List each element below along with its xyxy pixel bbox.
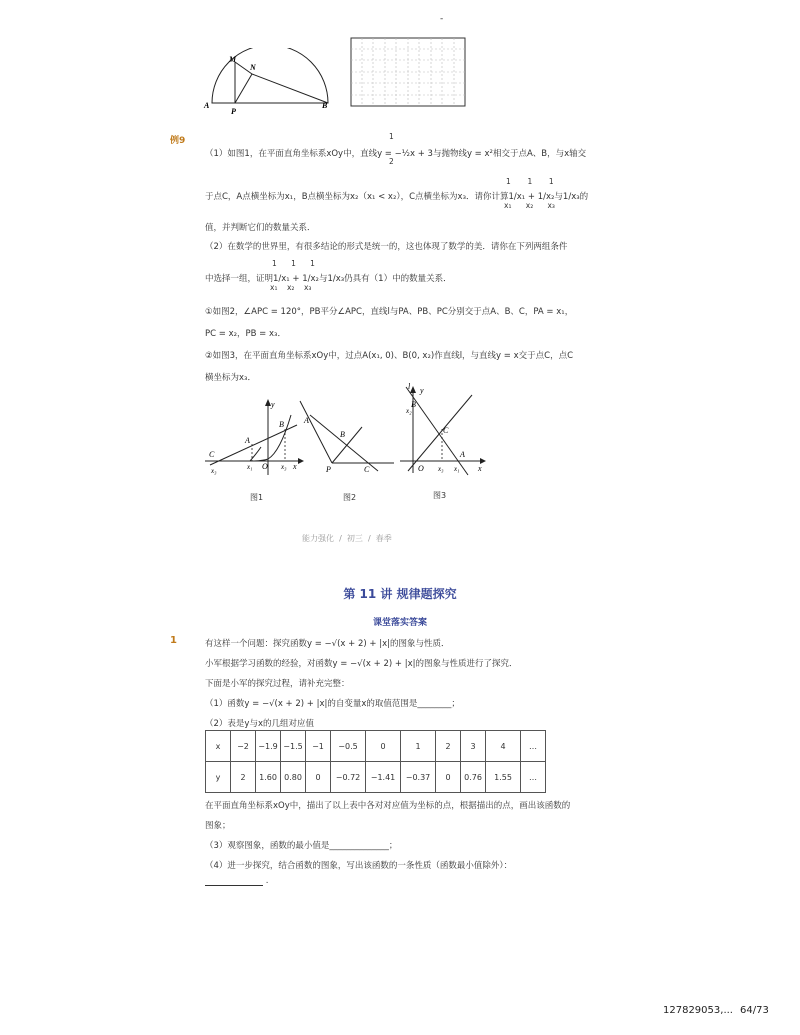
svg-text:x₃: x₃ [211,467,217,475]
frac-den: 2 [389,157,394,166]
grid-figure [350,37,468,109]
svg-text:B: B [340,430,345,439]
question-line: 在平面直角坐标系xOy中，描出了以上表中各对对应值为坐标的点，根据描出的点，画出该函数的 [205,801,571,811]
doc-id: 127829053,... [663,1005,733,1016]
svg-text:C: C [209,450,215,459]
answer-blank-line [205,876,268,886]
question-line: （1）函数y = −√(x + 2) + |x|的自变量x的取值范围是________； [205,699,460,709]
svg-text:x: x [293,462,297,471]
example-p1-line2: 于点C，A点横坐标为x₁，B点横坐标为x₂（x₁ < x₂），C点横坐标为x₃．请你计算1/x₁ + 1/x₂与1/x₃的 [205,192,589,202]
example-p2-line1: （2）在数学的世界里，有很多结论的形式是统一的，这也体现了数学的美．请你在下列两组条件 [205,242,568,252]
page-number: 64/73 [740,1005,769,1016]
table-cell: −1.9 [256,731,281,762]
end-mark: . [265,876,269,886]
svg-text:A: A [245,436,250,445]
svg-text:y: y [271,400,275,409]
table-row [206,762,546,793]
table-cell: 0.80 [281,762,306,793]
table-cell: −1 [306,731,331,762]
figure-3 [398,383,488,477]
table-cell: 2 [436,731,461,762]
svg-text:x₁: x₁ [247,463,253,471]
lesson-title: 第 11 讲 规律题探究 [343,587,457,601]
table-row [206,731,546,762]
example-opt1-line2: PC = x₂，PB = x₃． [205,329,286,339]
footer-nav-separator: / [367,534,371,543]
table-cell: −0.72 [331,762,366,793]
svg-text:x₂: x₂ [406,407,412,415]
figure-1-caption: 图1 [250,493,264,502]
figure-3-caption: 图3 [433,491,447,500]
frac-num: 1 1 1 [272,259,315,268]
footer-nav-separator: / [339,534,342,543]
question-line: （3）观察图象，函数的最小值是______________； [205,841,398,851]
svg-text:O: O [418,464,424,473]
svg-text:B: B [322,101,328,110]
table-cell: 2 [231,762,256,793]
figure-2 [298,397,398,477]
example-opt2-line1: ②如图3，在平面直角坐标系xOy中，过点A(x₁, 0)、B(0, x₂)作直线l，与直线y = x交于点C，点C [205,351,574,361]
example-p2-line2: 中选择一组，证明1/x₁ + 1/x₂与1/x₃仍具有（1）中的数量关系． [205,274,452,284]
svg-text:B: B [279,420,284,429]
figure-2-caption: 图2 [343,493,357,502]
table-cell: −1.41 [366,762,401,793]
value-table [205,730,546,793]
svg-text:A: A [304,416,309,425]
svg-text:A: A [204,101,210,110]
table-cell: 0 [436,762,461,793]
semicircle-figure [200,48,340,120]
svg-text:x₃: x₃ [438,465,444,473]
header-mark: - [440,14,444,24]
lesson-subtitle: 课堂落实答案 [372,618,427,628]
svg-text:B: B [411,400,416,409]
svg-text:x₃: x₃ [281,463,287,471]
question-number: 1 [170,635,177,646]
example-p1-line3: 值，并判断它们的数量关系． [205,223,316,233]
frac-num: 1 [389,132,394,141]
example-opt1-line1: ①如图2，∠APC = 120°，PB平分∠APC，直线l与PA、PB、PC分别交于点A、B、C，PA = x₁， [205,307,574,317]
table-cell: −1.5 [281,731,306,762]
svg-text:C: C [443,426,449,435]
question-line: （2）表是y与x的几组对应值 [205,719,314,729]
svg-text:l: l [408,383,411,391]
footer-nav-item: 春季 [375,534,392,543]
figure-1 [205,397,305,477]
table-cell: 1.55 [486,762,521,793]
table-cell: −0.37 [401,762,436,793]
table-cell: 1 [401,731,436,762]
footer-nav-item: 初三 [346,534,363,543]
example-label: 例9 [170,136,186,146]
svg-text:A: A [460,450,465,459]
frac-num: 1 1 1 [506,177,554,186]
table-cell: 3 [461,731,486,762]
table-cell: −0.5 [331,731,366,762]
table-cell: −2 [231,731,256,762]
svg-text:P: P [326,465,331,474]
svg-text:x: x [478,464,482,473]
table-cell: 0 [366,731,401,762]
question-line: 小军根据学习函数的经验，对函数y = −√(x + 2) + |x|的图象与性质进行了探究． [205,659,518,669]
example-p1-line1: （1）如图1，在平面直角坐标系xOy中，直线y = −½x + 3与抛物线y = x²相交于点A、B，与x轴交 [205,149,587,159]
svg-text:N: N [250,63,256,72]
frac-den: x₁ x₂ x₃ [270,283,312,292]
example-opt2-line2: 横坐标为x₃． [205,373,256,383]
table-cell: 0 [306,762,331,793]
answer-blank[interactable] [205,876,263,886]
question-line: 有这样一个问题：探究函数y = −√(x + 2) + |x|的图象与性质． [205,639,450,649]
svg-text:P: P [231,107,236,116]
table-cell: … [521,762,546,793]
svg-text:O: O [262,462,268,471]
footer-nav [302,533,392,544]
table-header-x: x [206,731,231,762]
table-header-y: y [206,762,231,793]
question-line: 图象； [205,821,231,831]
table-cell: 1.60 [256,762,281,793]
svg-text:x₁: x₁ [454,465,460,473]
svg-text:y: y [420,386,424,395]
svg-text:C: C [364,465,370,474]
table-cell: 4 [486,731,521,762]
frac-den: x₁ x₂ x₃ [504,201,555,210]
table-cell: 0.76 [461,762,486,793]
question-line: （4）进一步探究，结合函数的图象，写出该函数的一条性质（函数最小值除外）： [205,861,513,871]
question-line: 下面是小军的探究过程，请补充完整： [205,679,350,689]
table-cell: … [521,731,546,762]
svg-text:M: M [229,55,237,64]
footer-nav-item: 能力强化 [302,534,334,543]
